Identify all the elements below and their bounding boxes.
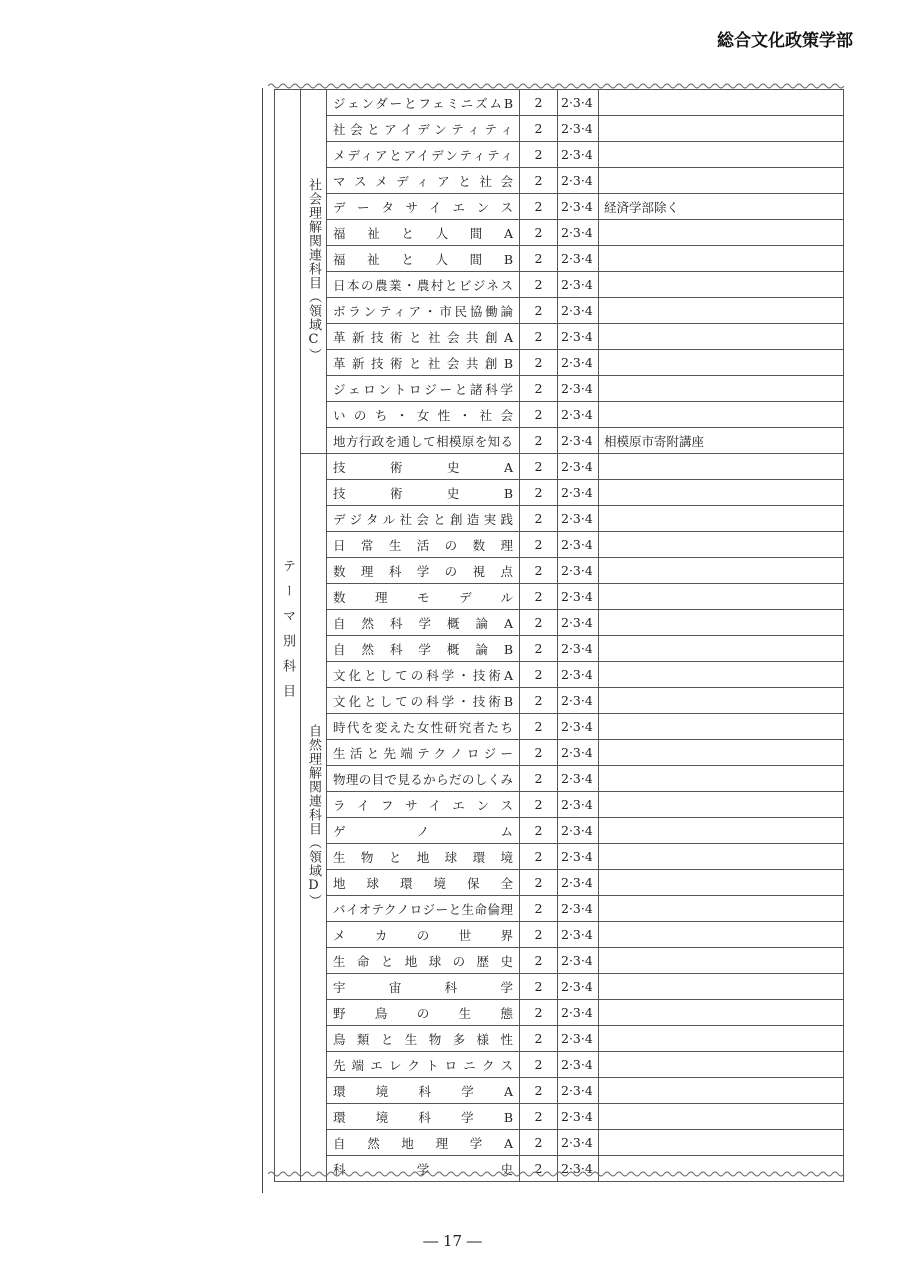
course-credits: 2: [520, 714, 558, 740]
table-row: [275, 90, 844, 116]
course-year: 2·3·4: [558, 506, 599, 532]
course-name: 生物と地球環境: [327, 844, 520, 870]
course-note: [599, 1078, 844, 1104]
course-credits: 2: [520, 168, 558, 194]
course-credits: 2: [520, 532, 558, 558]
course-name: 文化としての科学・技術A: [327, 662, 520, 688]
course-name: ジェンダーとフェミニズムB: [327, 90, 520, 116]
course-note: [599, 324, 844, 350]
course-note: [599, 558, 844, 584]
course-note: [599, 740, 844, 766]
course-name: 野鳥の生態: [327, 1000, 520, 1026]
table-row: [275, 584, 844, 610]
course-credits: 2: [520, 272, 558, 298]
course-credits: 2: [520, 454, 558, 480]
area-group-label: 自然理解関連科目（領域D）: [306, 724, 321, 908]
course-year: 2·3·4: [558, 324, 599, 350]
course-name: デジタル社会と創造実践: [327, 506, 520, 532]
table-row: [275, 142, 844, 168]
table-row: [275, 844, 844, 870]
course-note: 相模原市寄附講座: [599, 428, 844, 454]
course-name: 環境科学B: [327, 1104, 520, 1130]
course-credits: 2: [520, 584, 558, 610]
table-row: [275, 428, 844, 454]
course-note: [599, 480, 844, 506]
course-note: [599, 1000, 844, 1026]
course-year: 2·3·4: [558, 740, 599, 766]
course-name: 福祉と人間B: [327, 246, 520, 272]
course-year: 2·3·4: [558, 792, 599, 818]
table-row: [275, 506, 844, 532]
table-row: [275, 350, 844, 376]
course-name: 時代を変えた女性研究者たち: [327, 714, 520, 740]
course-credits: 2: [520, 662, 558, 688]
course-year: 2·3·4: [558, 168, 599, 194]
course-credits: 2: [520, 402, 558, 428]
area-group-cell: [301, 454, 327, 1182]
course-note: [599, 844, 844, 870]
table-row: [275, 454, 844, 480]
table-row: [275, 688, 844, 714]
course-name: 福祉と人間A: [327, 220, 520, 246]
course-credits: 2: [520, 350, 558, 376]
table-row: [275, 402, 844, 428]
course-name: 数理モデル: [327, 584, 520, 610]
course-note: 経済学部除く: [599, 194, 844, 220]
wavy-break-bottom: [268, 1170, 848, 1178]
course-credits: 2: [520, 558, 558, 584]
course-name: 日常生活の数理: [327, 532, 520, 558]
course-credits: 2: [520, 818, 558, 844]
course-credits: 2: [520, 246, 558, 272]
course-note: [599, 220, 844, 246]
course-note: [599, 350, 844, 376]
course-credits: 2: [520, 1130, 558, 1156]
table-row: [275, 896, 844, 922]
course-year: 2·3·4: [558, 246, 599, 272]
course-note: [599, 454, 844, 480]
table-row: [275, 948, 844, 974]
course-note: [599, 272, 844, 298]
course-note: [599, 896, 844, 922]
course-note: [599, 168, 844, 194]
course-name: 技術史B: [327, 480, 520, 506]
course-credits: 2: [520, 688, 558, 714]
course-name: 生活と先端テクノロジー: [327, 740, 520, 766]
course-year: 2·3·4: [558, 1000, 599, 1026]
table-row: [275, 194, 844, 220]
course-note: [599, 792, 844, 818]
course-credits: 2: [520, 298, 558, 324]
course-year: 2·3·4: [558, 428, 599, 454]
course-name: 社会とアイデンティティ: [327, 116, 520, 142]
course-year: 2·3·4: [558, 194, 599, 220]
course-year: 2·3·4: [558, 610, 599, 636]
table-row: [275, 1052, 844, 1078]
course-note: [599, 974, 844, 1000]
course-year: 2·3·4: [558, 298, 599, 324]
course-credits: 2: [520, 220, 558, 246]
course-name: 数理科学の視点: [327, 558, 520, 584]
course-note: [599, 584, 844, 610]
course-year: 2·3·4: [558, 584, 599, 610]
course-year: 2·3·4: [558, 1026, 599, 1052]
course-name: 技術史A: [327, 454, 520, 480]
course-credits: 2: [520, 896, 558, 922]
table-row: [275, 298, 844, 324]
course-name: 物理の目で見るからだのしくみ: [327, 766, 520, 792]
course-name: 先端エレクトロニクス: [327, 1052, 520, 1078]
course-note: [599, 1104, 844, 1130]
course-note: [599, 610, 844, 636]
course-name: 革新技術と社会共創A: [327, 324, 520, 350]
table-row: [275, 1078, 844, 1104]
table-row: [275, 636, 844, 662]
course-credits: 2: [520, 792, 558, 818]
course-credits: 2: [520, 1026, 558, 1052]
course-name: 文化としての科学・技術B: [327, 688, 520, 714]
table-row: [275, 818, 844, 844]
course-year: 2·3·4: [558, 558, 599, 584]
course-name: 日本の農業・農村とビジネス: [327, 272, 520, 298]
course-credits: 2: [520, 610, 558, 636]
course-year: 2·3·4: [558, 116, 599, 142]
course-name: いのち・女性・社会: [327, 402, 520, 428]
course-year: 2·3·4: [558, 662, 599, 688]
table-row: [275, 272, 844, 298]
course-credits: 2: [520, 974, 558, 1000]
table-row: [275, 870, 844, 896]
table-row: [275, 558, 844, 584]
course-name: 生命と地球の歴史: [327, 948, 520, 974]
table-row: [275, 1000, 844, 1026]
course-credits: 2: [520, 428, 558, 454]
area-group-label: 社会理解関連科目（領域C）: [306, 178, 321, 362]
course-year: 2·3·4: [558, 896, 599, 922]
course-credits: 2: [520, 740, 558, 766]
table-row: [275, 324, 844, 350]
course-year: 2·3·4: [558, 480, 599, 506]
course-note: [599, 688, 844, 714]
course-name: 鳥類と生物多様性: [327, 1026, 520, 1052]
course-credits: 2: [520, 1156, 558, 1182]
table-row: [275, 662, 844, 688]
area-group-cell: [301, 90, 327, 454]
course-credits: 2: [520, 480, 558, 506]
course-note: [599, 90, 844, 116]
course-credits: 2: [520, 376, 558, 402]
course-year: 2·3·4: [558, 818, 599, 844]
table-row: [275, 740, 844, 766]
course-credits: 2: [520, 1104, 558, 1130]
course-note: [599, 948, 844, 974]
course-note: [599, 1130, 844, 1156]
course-year: 2·3·4: [558, 454, 599, 480]
course-note: [599, 766, 844, 792]
course-year: 2·3·4: [558, 766, 599, 792]
theme-category-label: テーマ別科目: [280, 559, 295, 709]
table-row: [275, 246, 844, 272]
course-year: 2·3·4: [558, 714, 599, 740]
course-name: ゲノム: [327, 818, 520, 844]
course-year: 2·3·4: [558, 1156, 599, 1182]
course-year: 2·3·4: [558, 90, 599, 116]
course-note: [599, 1026, 844, 1052]
course-note: [599, 116, 844, 142]
course-credits: 2: [520, 1052, 558, 1078]
course-name: 自然科学概論A: [327, 610, 520, 636]
course-name: 自然科学概論B: [327, 636, 520, 662]
course-note: [599, 636, 844, 662]
table-row: [275, 1104, 844, 1130]
left-margin-rule: [262, 88, 263, 1193]
course-name: 環境科学A: [327, 1078, 520, 1104]
course-credits: 2: [520, 324, 558, 350]
page-header-title: 総合文化政策学部: [717, 31, 853, 51]
course-credits: 2: [520, 1000, 558, 1026]
course-year: 2·3·4: [558, 220, 599, 246]
course-name: 地球環境保全: [327, 870, 520, 896]
course-name: データサイエンス: [327, 194, 520, 220]
course-year: 2·3·4: [558, 844, 599, 870]
course-name: メカの世界: [327, 922, 520, 948]
course-credits: 2: [520, 90, 558, 116]
course-credits: 2: [520, 1078, 558, 1104]
course-table: [274, 89, 844, 1182]
table-row: [275, 532, 844, 558]
course-note: [599, 142, 844, 168]
course-name: バイオテクノロジーと生命倫理: [327, 896, 520, 922]
course-year: 2·3·4: [558, 532, 599, 558]
table-row: [275, 922, 844, 948]
course-note: [599, 870, 844, 896]
course-year: 2·3·4: [558, 870, 599, 896]
course-note: [599, 714, 844, 740]
course-credits: 2: [520, 116, 558, 142]
course-credits: 2: [520, 506, 558, 532]
course-note: [599, 376, 844, 402]
course-note: [599, 532, 844, 558]
course-credits: 2: [520, 870, 558, 896]
course-credits: 2: [520, 142, 558, 168]
course-credits: 2: [520, 844, 558, 870]
table-row: [275, 974, 844, 1000]
course-credits: 2: [520, 636, 558, 662]
course-note: [599, 818, 844, 844]
table-row: [275, 480, 844, 506]
course-note: [599, 506, 844, 532]
course-note: [599, 298, 844, 324]
course-credits: 2: [520, 766, 558, 792]
theme-category-cell: [275, 90, 301, 1182]
course-credits: 2: [520, 922, 558, 948]
table-row: [275, 116, 844, 142]
table-row: [275, 1130, 844, 1156]
course-year: 2·3·4: [558, 636, 599, 662]
course-note: [599, 402, 844, 428]
course-year: 2·3·4: [558, 1052, 599, 1078]
course-name: マスメディアと社会: [327, 168, 520, 194]
course-name: 宇宙科学: [327, 974, 520, 1000]
course-year: 2·3·4: [558, 272, 599, 298]
course-year: 2·3·4: [558, 922, 599, 948]
table-row: [275, 376, 844, 402]
course-credits: 2: [520, 194, 558, 220]
course-name: メディアとアイデンティティ: [327, 142, 520, 168]
course-year: 2·3·4: [558, 142, 599, 168]
table-row: [275, 610, 844, 636]
course-note: [599, 922, 844, 948]
course-year: 2·3·4: [558, 402, 599, 428]
course-year: 2·3·4: [558, 1130, 599, 1156]
course-year: 2·3·4: [558, 688, 599, 714]
course-credits: 2: [520, 948, 558, 974]
course-year: 2·3·4: [558, 350, 599, 376]
course-year: 2·3·4: [558, 948, 599, 974]
table-row: [275, 220, 844, 246]
course-name: ボランティア・市民協働論: [327, 298, 520, 324]
course-name: 地方行政を通して相模原を知る: [327, 428, 520, 454]
course-name: 科学史: [327, 1156, 520, 1182]
course-note: [599, 662, 844, 688]
course-name: 革新技術と社会共創B: [327, 350, 520, 376]
table-row: [275, 714, 844, 740]
course-note: [599, 246, 844, 272]
table-row: [275, 1026, 844, 1052]
course-note: [599, 1052, 844, 1078]
course-name: ライフサイエンス: [327, 792, 520, 818]
table-row: [275, 792, 844, 818]
course-year: 2·3·4: [558, 1104, 599, 1130]
course-year: 2·3·4: [558, 376, 599, 402]
table-row: [275, 168, 844, 194]
course-name: ジェロントロジーと諸科学: [327, 376, 520, 402]
table-row: [275, 766, 844, 792]
course-year: 2·3·4: [558, 974, 599, 1000]
page-number: ― 17 ―: [423, 1232, 482, 1250]
course-year: 2·3·4: [558, 1078, 599, 1104]
course-name: 自然地理学A: [327, 1130, 520, 1156]
